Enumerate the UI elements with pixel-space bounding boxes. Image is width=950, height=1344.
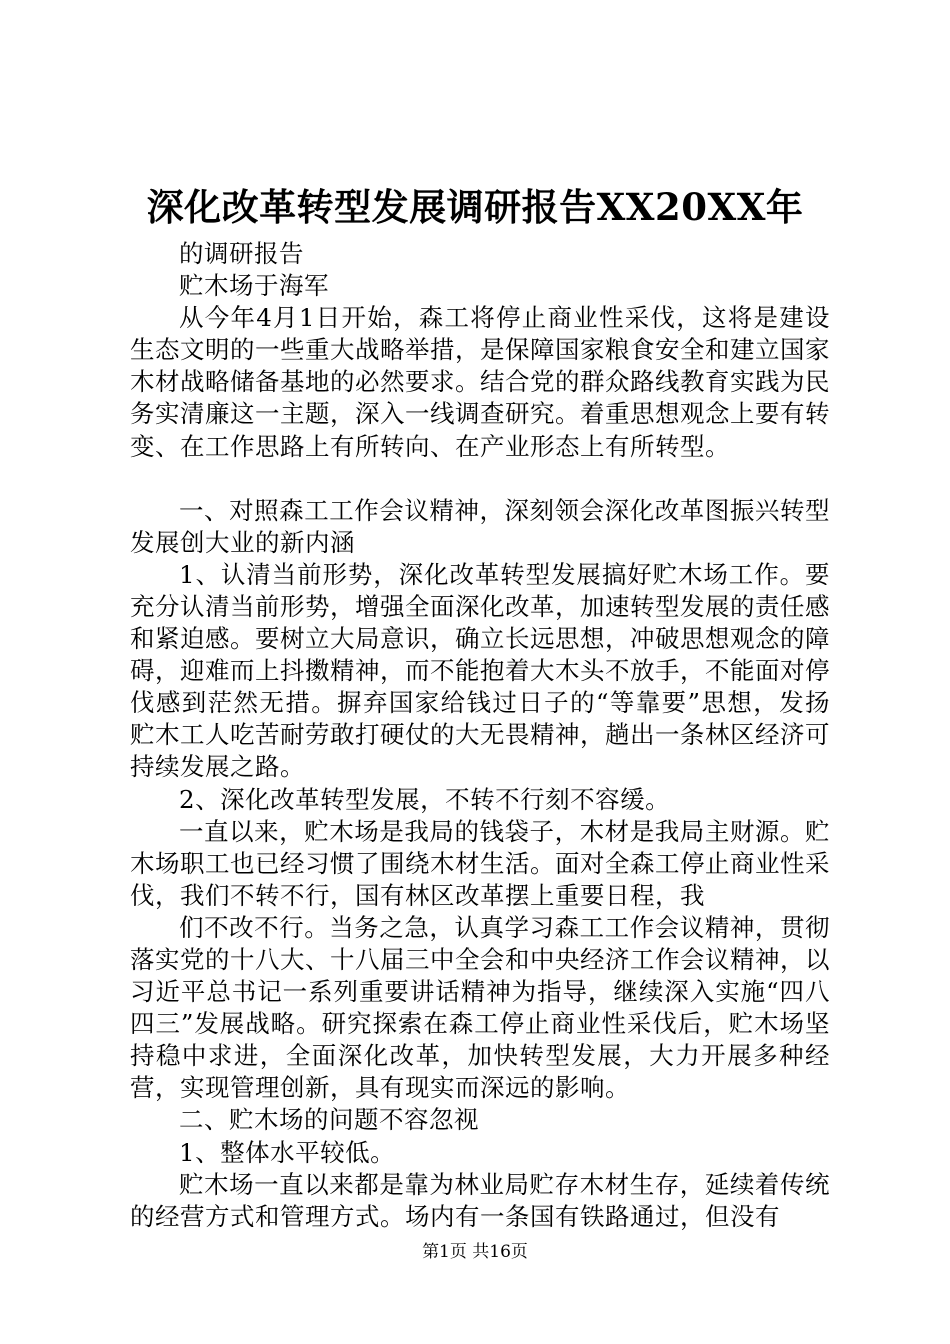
document-body — [130, 238, 830, 1233]
section-heading-1: 一、对照森工工作会议精神，深刻领会深化改革图振兴转型发展创大业的新内涵 — [130, 495, 830, 557]
paragraph-author: 贮木场于海军 — [179, 271, 329, 301]
paragraph-body-3: 贮木场一直以来都是靠为林业局贮存木材生存，延续着传统的经营方式和管理方式。场内有一条国有铁路通过，但没有 — [130, 1169, 830, 1231]
paragraph-subtitle: 的调研报告 — [179, 239, 304, 268]
paragraph-body-2: 们不改不行。当务之急，认真学习森工工作会议精神，贯彻落实党的十八大、十八届三中全会和中央经济工作会议精神，以习近平总书记一系列重要讲话精神为指导，继续深入实施“四八四三”发展战略。研究探索在森工停止商业性采伐后，贮木场坚持稳中求进，全面深化改革，加快转型发展，大力开展多种经营，实现管理创新，具有现实而深远的影响。 — [130, 912, 830, 1103]
document-title: 深化改革转型发展调研报告XX20XX年 — [146, 185, 804, 229]
paragraph-intro: 从今年4月1日开始，森工将停止商业性采伐，这将是建设生态文明的一些重大战略举措，是保障国家粮食安全和建立国家木材战略储备基地的必然要求。结合党的群众路线教育实践为民务实清廉这一主题，深入一线调查研究。着重思想观念上要有转变、在工作思路上有所转向、在产业形态上有所转型。 — [130, 303, 830, 461]
paragraph-spacer — [130, 463, 830, 495]
page-number-footer: 第1页 共16页 — [422, 1242, 528, 1262]
paragraph-body-1: 一直以来，贮木场是我局的钱袋子，木材是我局主财源。贮木场职工也已经习惯了围绕木材生活。面对全森工停止商业性采伐，我们不转不行，国有林区改革摆上重要日程，我 — [130, 816, 830, 910]
section-heading-2: 二、贮木场的问题不容忽视 — [179, 1105, 479, 1135]
paragraph-item-1: 1、认清当前形势，深化改革转型发展搞好贮木场工作。要充分认清当前形势，增强全面深化改革，加速转型发展的责任感和紧迫感。要树立大局意识，确立长远思想，冲破思想观念的障碍，迎难而上抖擞精神，而不能抱着大木头不放手，不能面对停伐感到茫然无措。摒弃国家给钱过日子的“等靠要”思想，发扬贮木工人吃苦耐劳敢打硬仗的大无畏精神，趟出一条林区经济可持续发展之路。 — [130, 559, 830, 782]
paragraph-item-2: 2、深化改革转型发展，不转不行刻不容缓。 — [179, 784, 671, 814]
paragraph-item-3: 1、整体水平较低。 — [179, 1137, 396, 1167]
